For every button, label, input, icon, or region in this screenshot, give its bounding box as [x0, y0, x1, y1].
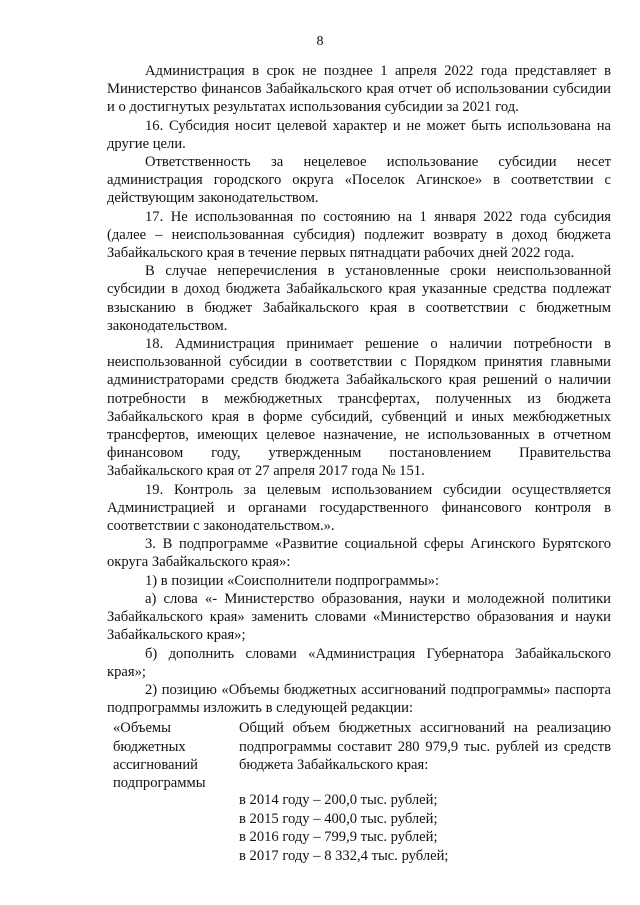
- paragraph-item-a: а) слова «- Министерство образования, науки и молодежной политики Забайкальского края» заменить словами «Министерство образования и науки Забайкальского края»;: [107, 590, 611, 644]
- passport-label-line: бюджетных: [113, 738, 186, 755]
- passport-label-line: подпрограммы: [113, 774, 206, 791]
- paragraph-non-transfer: В случае неперечисления в установленные сроки неиспользованной субсидии в доход бюджета Забайкальского края указанные средства подлежат взысканию в бюджет Забайкальского края в соответствии с бюджетным законодательством.: [107, 263, 611, 334]
- paragraph-17: 17. Не использованная по состоянию на 1 января 2022 года субсидия (далее – неиспользованная субсидия) подлежит возврату в доход бюджета Забайкальского края в течение первых пятнадцати рабочих дней 2022 года.: [107, 208, 611, 262]
- paragraph-section-3: 3. В подпрограмме «Развитие социальной сферы Агинского Бурятского округа Забайкальского края»:: [107, 536, 611, 571]
- passport-label: [107, 719, 237, 865]
- year-amount: в 2016 году – 799,9 тыс. рублей;: [239, 829, 438, 846]
- passport-label-line: «Объемы: [113, 720, 171, 737]
- paragraph-18: 18. Администрация принимает решение о наличии потребности в неиспользованной субсидии в соответствии с Порядком принятия главными администраторами средств бюджета Забайкальского края решений о наличии потребности в межбюджетных трансфертах, полученных из бюджета Забайкальского края в форме субсидий, субвенций и иных межбюджетных трансфертов, имеющих целевое назначение, не использованных в отчетном финансовом году, утвержденным постановлением Правительства Забайкальского края от 27 апреля 2017 года № 151.: [107, 336, 611, 480]
- paragraph-report-deadline: Администрация в срок не позднее 1 апреля 2022 года представляет в Министерство финансов Забайкальского края отчет об использовании субсидии и о достигнутых результатах использования субсидии за 2021 год.: [107, 63, 611, 116]
- year-amount: в 2017 году – 8 332,4 тыс. рублей;: [239, 847, 449, 864]
- document-body: [107, 62, 611, 865]
- paragraph-responsibility: Ответственность за нецелевое использование субсидии несет администрация городского округа «Поселок Агинское» в соответствии с действующим законодательством.: [107, 154, 611, 207]
- paragraph-16: 16. Субсидия носит целевой характер и не может быть использована на другие цели.: [107, 117, 611, 152]
- paragraph-item-b: б) дополнить словами «Администрация Губернатора Забайкальского края»;: [107, 645, 611, 680]
- paragraph-19: 19. Контроль за целевым использованием субсидии осуществляется Администрацией и органами государственного финансового контроля в соответствии с законодательством.».: [107, 481, 611, 535]
- paragraph-item-2: 2) позицию «Объемы бюджетных ассигнований подпрограммы» паспорта подпрограммы изложить в следующей редакции:: [107, 681, 611, 717]
- passport-years-list: [239, 791, 611, 865]
- page-number: 8: [316, 34, 324, 49]
- year-amount: в 2015 году – 400,0 тыс. рублей;: [239, 810, 438, 827]
- passport-label-line: ассигнований: [113, 756, 198, 773]
- passport-value: [237, 719, 611, 865]
- passport-table: [107, 719, 611, 865]
- year-amount: в 2014 году – 200,0 тыс. рублей;: [239, 791, 438, 808]
- paragraph-item-1: 1) в позиции «Соисполнители подпрограммы»:: [145, 572, 440, 589]
- passport-total: Общий объем бюджетных ассигнований на реализацию подпрограммы составит 280 979,9 тыс. рублей из средств бюджета Забайкальского края:: [239, 720, 611, 773]
